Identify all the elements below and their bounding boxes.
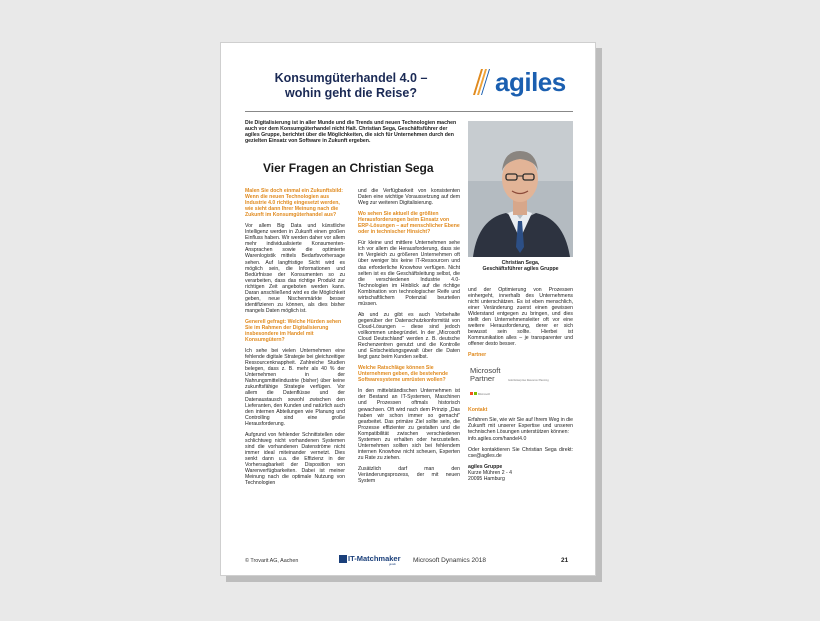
ms-line-1: Microsoft xyxy=(470,365,501,375)
answer-4: In den mittelständischen Unternehmen ist der Bestand an IT-Systemen, Maschinen und Prozessen oftmals historisch gewachsen. Oft wird nach dem Prinzip „Das haben wir schon immer so gemacht" gearbeitet. Das primäre Ziel sollte sein, die Prozesse effizienter zu gestalten und die Kompatibilität zwischen verschiedenen Systemen zu erhalten oder herzustellen. Unternehmen sollten sich bei fehlendem internen Knowhow nicht scheuen, Experten zu Rate zu ziehen. xyxy=(358,388,460,461)
column-middle xyxy=(358,188,460,489)
it-matchmaker-sub: guide xyxy=(389,562,396,566)
header-rule xyxy=(245,111,573,112)
headline: Konsumgüterhandel 4.0 – wohin geht die Reise? xyxy=(274,71,428,100)
contact-direct: Oder kontaktieren Sie Christian Sega direkt: cse@agiles.de xyxy=(468,446,573,459)
agiles-logo-mark-icon xyxy=(469,65,491,99)
ms-logo-mini xyxy=(470,391,490,397)
answer-3: Für kleine und mittlere Unternehmen sehe ich vor allem die Herausforderung, dass sie im Vergleich zu größeren Unternehmen oft über weniger bis keine IT-Ressourcen und das erforderliche Knowhow verfügen. Nicht selten ist es die Geschäftsleitung selbst, die die verschiedenen Industrie 4.0-Technologien im Hinblick auf die richtige Kombination von technologischer Reife und wirtschaftlichem Potenzial beurteilen müssen. xyxy=(358,240,460,307)
answer-4-cont: Zusätzlich darf man den Veränderungsprozess, der mit neuen System xyxy=(358,465,460,485)
ms-gold-text: Gold Enterprise Resource Planning xyxy=(508,378,549,382)
it-matchmaker-logo xyxy=(339,553,409,567)
address-name: agiles Gruppe xyxy=(468,463,503,470)
intro-text: Die Digitalisierung ist in aller Munde und die Trends und neuen Technologien machen auch vor dem Konsumgüterhandel nicht Halt. Christian Sega, Geschäftsführer der agiles Gruppe, berichtet über die Möglichkeiten, die sich für Unternehmen durch den gezielten Einsatz von Software in Zukunft ergeben. xyxy=(245,120,457,145)
answer-1: Vor allem Big Data und künstliche Intelligenz werden in Zukunft einen großen Einfluss haben. Wir werden daher vor allem mehr individualisierte Konsumenten-Ansprachen sowie die optimierte Warenlogistik mittels Bedarfsvorhersage sehen. Auf langfristige Sicht wird es möglich sein, die Informationen und Bedürfnisse der Konsumenten so zu verarbeiten, dass das richtige Produkt zur richtigen Zeit angeboten werden kann. Daran anschließend wird es die Möglichkeit geben, neue Nischenmärkte besser identifizieren zu können, als dies bisher mangels Daten möglich ist. xyxy=(245,223,345,314)
magazine-page xyxy=(220,42,596,576)
page-number: 21 xyxy=(561,557,569,564)
contact-text: Erfahren Sie, wie wir Sie auf Ihrem Weg in die Zukunft mit unserer Expertise und unseren technischen Lösungen unterstützen können: xyxy=(468,416,573,435)
answer-3-cont: Ab und zu gibt es auch Vorbehalte gegenüber der Datenschutzkonformität von Cloud-Lösungen – diese sind jedoch vollkommen unbegründet. In der „Microsoft Cloud Deutschland" werden z. B. deutsche Rechenzentren genutzt und die Kontrolle und Entscheidungsgewalt über die Daten liegt ganz beim Kunden selbst. xyxy=(358,311,460,361)
partner-heading: Partner xyxy=(468,352,487,359)
agiles-logo-text: agiles xyxy=(495,67,566,97)
footer-copyright: © Trovarit AG, Aachen xyxy=(245,558,299,564)
ms-mini-text: Microsoft xyxy=(477,391,491,396)
address-block xyxy=(468,464,573,482)
microsoft-partner-badge xyxy=(468,363,573,399)
address-city: 20095 Hamburg xyxy=(468,475,505,482)
ms-partner-text xyxy=(470,367,500,384)
contact-url[interactable]: info.agiles.com/handel4.0 xyxy=(468,435,527,442)
ms-square-green-icon xyxy=(474,392,477,395)
answer-2: Ich sehe bei vielen Unternehmen eine fehlende digitale Strategie bei gleichzeitiger Ressourcenknappheit. Zahlreiche Studien belegen, dass z. B. mehr als 40 % der Unternehmen in der Nahrungsmittelindustrie (bisher) über keine zukunftsfähige Strategie verfügen. Vor allem die Datenflüsse und der Datenaustausch sowohl zwischen den Lieferanten, den Kunden und natürlich auch den internen Abteilungen wie Planung und Controlling sind eine große Herausforderung. xyxy=(245,348,345,427)
question-1: Malen Sie doch einmal ein Zukunftsbild: Wenn die neuen Technologien aus Industrie 4.0 richtig eingesetzt werden, wie sieht dann Ihrer Meinung nach die Zukunft im Konsumgüterhandel aus? xyxy=(245,188,343,219)
portrait-illustration xyxy=(468,121,573,257)
photo-caption xyxy=(468,260,573,273)
it-matchmaker-text: IT-Matchmaker xyxy=(348,554,401,563)
question-2: Generell gefragt: Welche Hürden sehen Sie im Rahmen der Digitalisierung insbesondere im Handel mit Konsumgütern? xyxy=(245,318,342,344)
address-street: Kurze Mühren 2 - 4 xyxy=(468,469,513,476)
question-3: Wo sehen Sie aktuell die größten Herausforderungen beim Einsatz von ERP-Lösungen – auf menschlicher Ebene oder in technischer Hinsicht? xyxy=(358,211,460,236)
caption-role: Geschäftsführer agiles Gruppe xyxy=(482,266,559,273)
answer-4-end: und der Optimierung von Prozessen einhergeht, innerhalb des Unternehmens nicht unterschätzen. Es ist eben menschlich, einer Veränderung zuerst einen gewissen Widerstand entgegen zu bringen, und dies stellt den Unternehmensleiter oft vor eine weitere Herausforderung, derer er sich bewusst sein sollte. Hierbei ist Kommunikation alles – je transparenter und offener desto besser. xyxy=(468,287,573,348)
column-right xyxy=(468,287,573,482)
it-matchmaker-icon xyxy=(339,555,347,563)
answer-2-cont: Aufgrund von fehlender Schnittstellen oder schlichtweg nicht vorhandenen Systemen sind die vorhandenen Datenströme nicht immer ideal miteinander vernetzt. Dies senkt dann u.a. die Effizienz in der Vorhersagbarkeit der Disposition von Warenverfügbarkeiten. Dabei ist meiner Meinung nach die optimale Nutzung von Technologien xyxy=(245,431,345,487)
answer-2-end: und die Verfügbarkeit von konsistenten Daten eine wichtige Voraussetzung auf dem Weg zur weiteren Digitalisierung. xyxy=(358,188,460,207)
ms-line-2: Partner xyxy=(470,374,495,384)
section-title: Vier Fragen an Christian Sega xyxy=(263,161,434,175)
portrait-photo xyxy=(468,121,573,257)
contact-heading: Kontakt xyxy=(468,406,488,413)
caption-name: Christian Sega, xyxy=(501,260,540,266)
column-left xyxy=(245,188,345,491)
question-4: Welche Ratschläge können Sie Unternehmen geben, die bestehende Softwaresysteme umrüsten wollen? xyxy=(358,365,448,384)
agiles-logo xyxy=(469,65,573,99)
footer-publication: Microsoft Dynamics 2018 xyxy=(413,557,486,564)
